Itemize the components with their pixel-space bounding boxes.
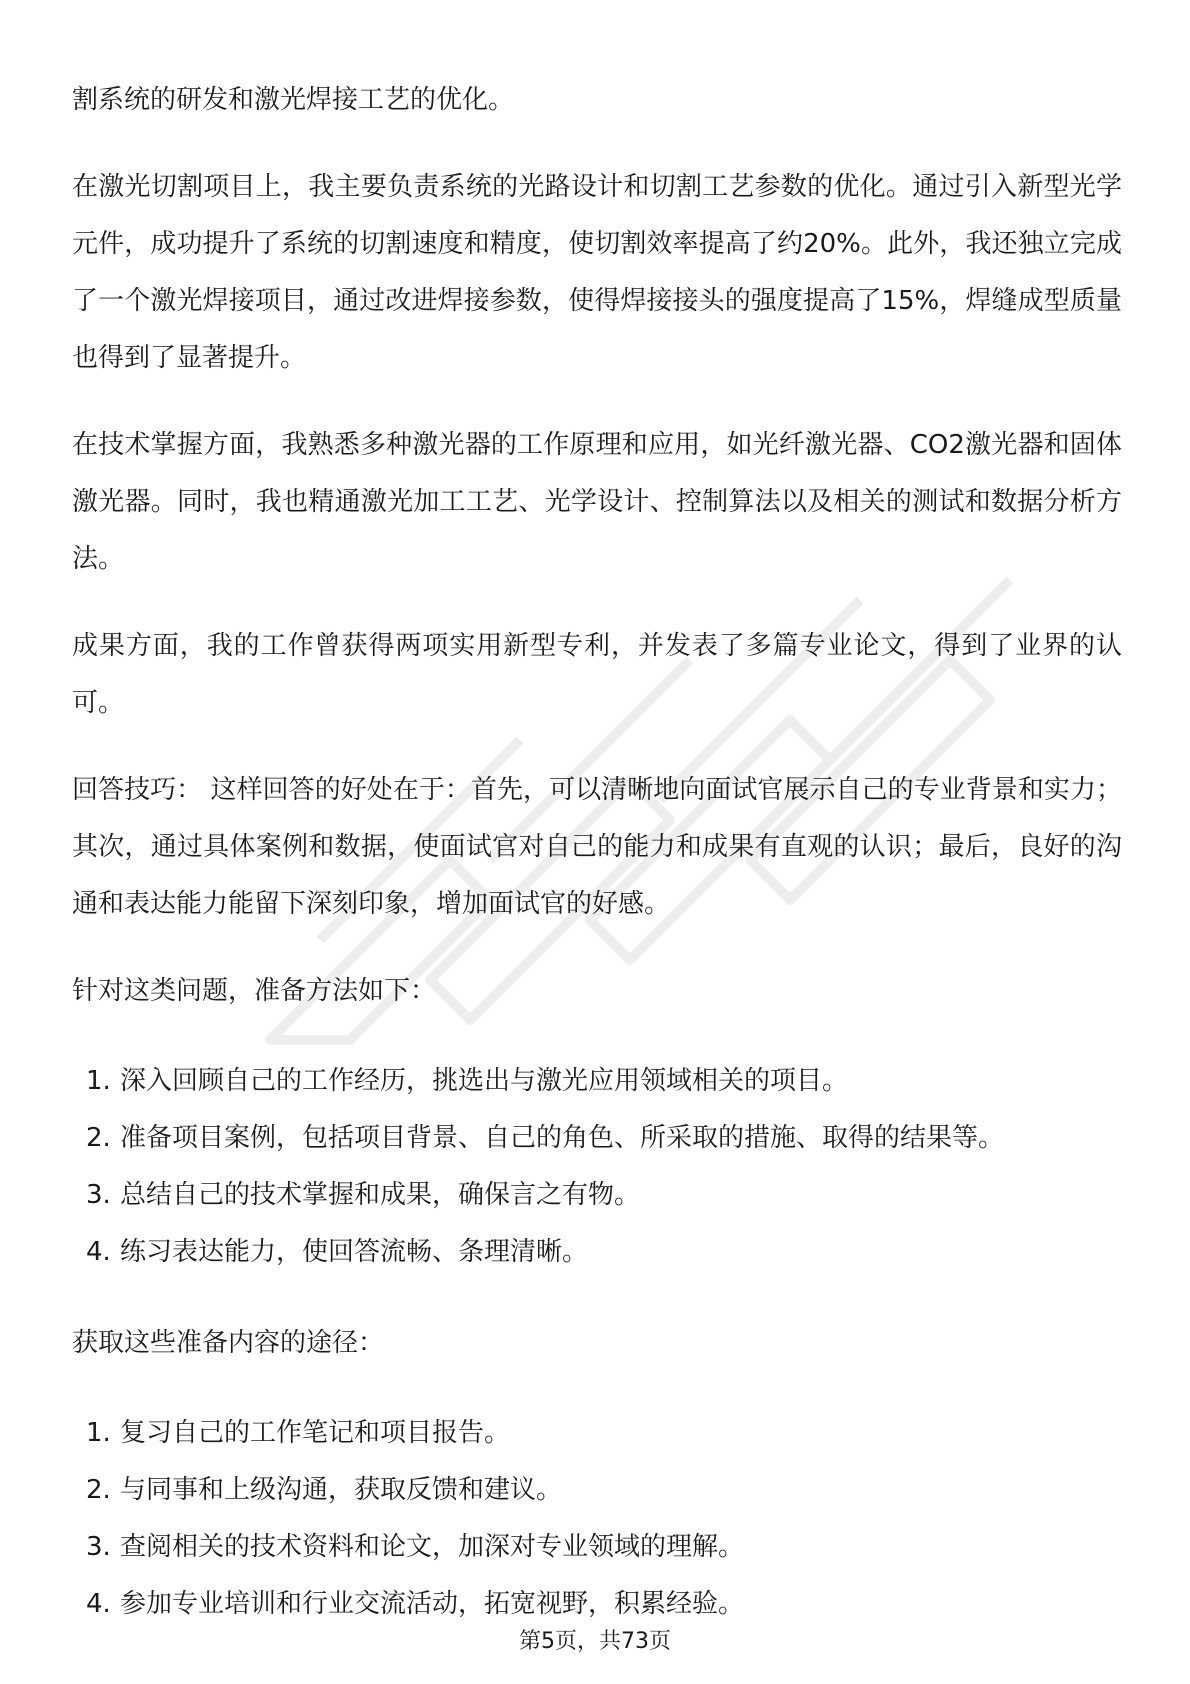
list-item-text: 深入回顾自己的工作经历，挑选出与激光应用领域相关的项目。: [120, 1066, 849, 1096]
document-body: [72, 72, 1122, 1667]
list-item-number: 3.: [86, 1180, 111, 1210]
list-item-number: 4.: [86, 1237, 111, 1267]
list-item: [72, 1405, 1122, 1462]
list-item: [72, 1519, 1122, 1576]
paragraph-answer-tips: 回答技巧： 这样回答的好处在于：首先，可以清晰地向面试官展示自己的专业背景和实力；其次，通过具体案例和数据，使面试官对自己的能力和成果有直观的认识；最后，良好的沟通和表达能力能留下深刻印象，增加面试官的好感。: [72, 775, 1122, 919]
list-item: [72, 1224, 1122, 1281]
paragraph-technical-skills: 在技术掌握方面，我熟悉多种激光器的工作原理和应用，如光纤激光器、CO2激光器和固体激光器。同时，我也精通激光加工工艺、光学设计、控制算法以及相关的测试和数据分析方法。: [72, 430, 1122, 574]
prep-methods-list: [72, 1053, 1122, 1281]
list-item-number: 1.: [86, 1066, 111, 1096]
list-item-text: 复习自己的工作笔记和项目报告。: [120, 1418, 511, 1448]
list-item: [72, 1576, 1122, 1633]
list-item-text: 参加专业培训和行业交流活动，拓宽视野，积累经验。: [120, 1589, 745, 1619]
paragraph-intro-tail: 割系统的研发和激光焊接工艺的优化。: [72, 85, 515, 115]
prep-sources-list: [72, 1405, 1122, 1633]
list-item-text: 与同事和上级沟通，获取反馈和建议。: [120, 1475, 563, 1505]
list-item-number: 4.: [86, 1589, 111, 1619]
list-item-number: 3.: [86, 1532, 111, 1562]
list-item: [72, 1053, 1122, 1110]
list-item-number: 2.: [86, 1123, 111, 1153]
list-item-text: 准备项目案例，包括项目背景、自己的角色、所采取的措施、取得的结果等。: [120, 1123, 1005, 1153]
list-item: [72, 1110, 1122, 1167]
list-item-number: 1.: [86, 1418, 111, 1448]
prep-methods-heading: 针对这类问题，准备方法如下：: [72, 976, 437, 1006]
paragraph-achievements: 成果方面，我的工作曾获得两项实用新型专利，并发表了多篇专业论文，得到了业界的认可。: [72, 631, 1122, 718]
list-item-text: 练习表达能力，使回答流畅、条理清晰。: [120, 1237, 589, 1267]
paragraph-laser-cutting-project: 在激光切割项目上，我主要负责系统的光路设计和切割工艺参数的优化。通过引入新型光学元件，成功提升了系统的切割速度和精度，使切割效率提高了约20%。此外，我还独立完成了一个激光焊接项目，通过改进焊接参数，使得焊接接头的强度提高了15%，焊缝成型质量也得到了显著提升。: [72, 172, 1122, 373]
list-item: [72, 1462, 1122, 1519]
list-item-number: 2.: [86, 1475, 111, 1505]
list-item: [72, 1167, 1122, 1224]
list-item-text: 查阅相关的技术资料和论文，加深对专业领域的理解。: [120, 1532, 745, 1562]
prep-sources-heading: 获取这些准备内容的途径：: [72, 1328, 385, 1358]
page-number-footer: 第5页，共73页: [519, 1629, 671, 1654]
list-item-text: 总结自己的技术掌握和成果，确保言之有物。: [120, 1180, 641, 1210]
